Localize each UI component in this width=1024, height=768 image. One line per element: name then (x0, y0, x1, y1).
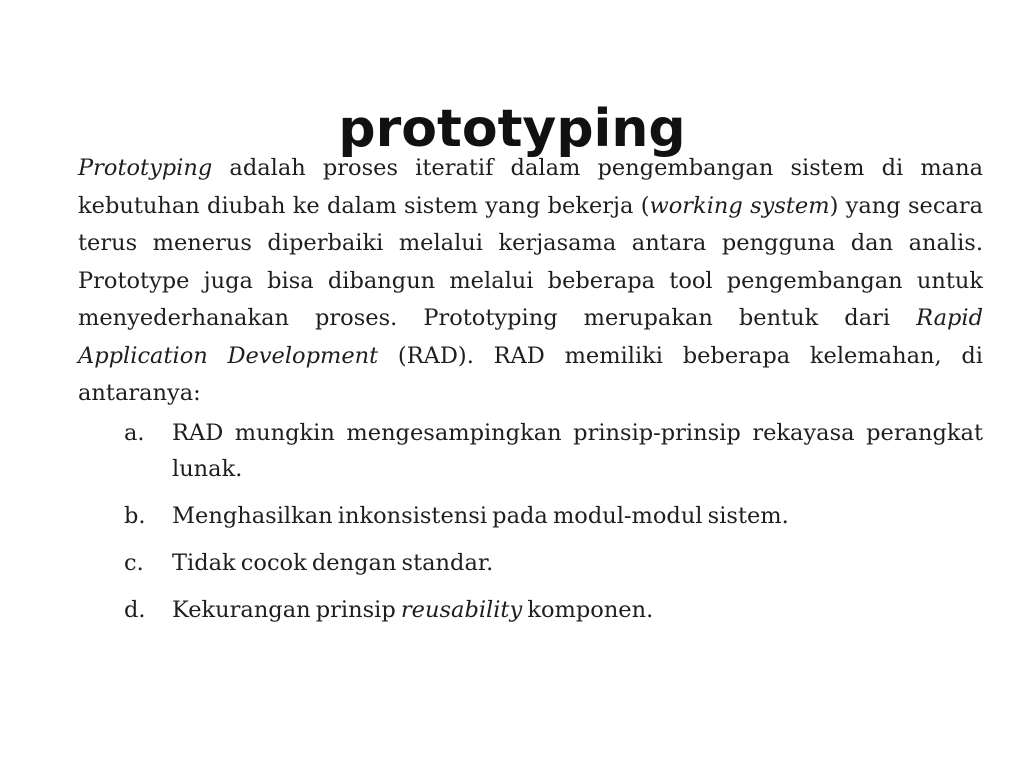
paragraph-text-3: (RAD). RAD memiliki beberapa kelemahan, di antaranya: (78, 342, 983, 406)
paragraph-text-2: ) yang secara terus menerus diperbaiki melalui kerjasama antara pengguna dan analis. Prototype juga bisa dibangun melalui beberapa tool pengembangan untuk menyederhanakan proses. Prototyping merupakan bentuk dari (78, 192, 983, 331)
term-reusability: reusability (400, 596, 523, 623)
slide-body (78, 150, 983, 639)
list-item-text: RAD mungkin mengesampingkan prinsip-prinsip rekayasa perangkat lunak. (172, 419, 983, 482)
list-item-text: Menghasilkan inkonsistensi pada modul-modul sistem. (172, 502, 789, 529)
list-item (78, 498, 983, 534)
list-marker: c. (124, 549, 144, 576)
list-item-text: Tidak cocok dengan standar. (172, 549, 494, 576)
list-item (78, 545, 983, 581)
term-working-system: working system (649, 192, 830, 219)
list-marker: a. (124, 419, 145, 446)
list-item (78, 592, 983, 628)
intro-paragraph (78, 150, 983, 413)
term-prototyping: Prototyping (78, 155, 213, 181)
weakness-list (78, 415, 983, 628)
slide-title: prototyping (338, 98, 686, 159)
list-marker: b. (124, 502, 146, 529)
list-item-text-after: komponen. (522, 596, 654, 623)
list-item (78, 415, 983, 487)
term-rad: Rapid Application Development (78, 305, 983, 369)
paragraph-text-1: adalah proses iteratif dalam pengembangan sistem di mana kebutuhan diubah ke dalam sistem yang bekerja ( (78, 155, 983, 219)
list-marker: d. (124, 596, 146, 623)
list-item-text (172, 592, 983, 628)
list-item-text-before: Kekurangan prinsip (172, 596, 401, 623)
